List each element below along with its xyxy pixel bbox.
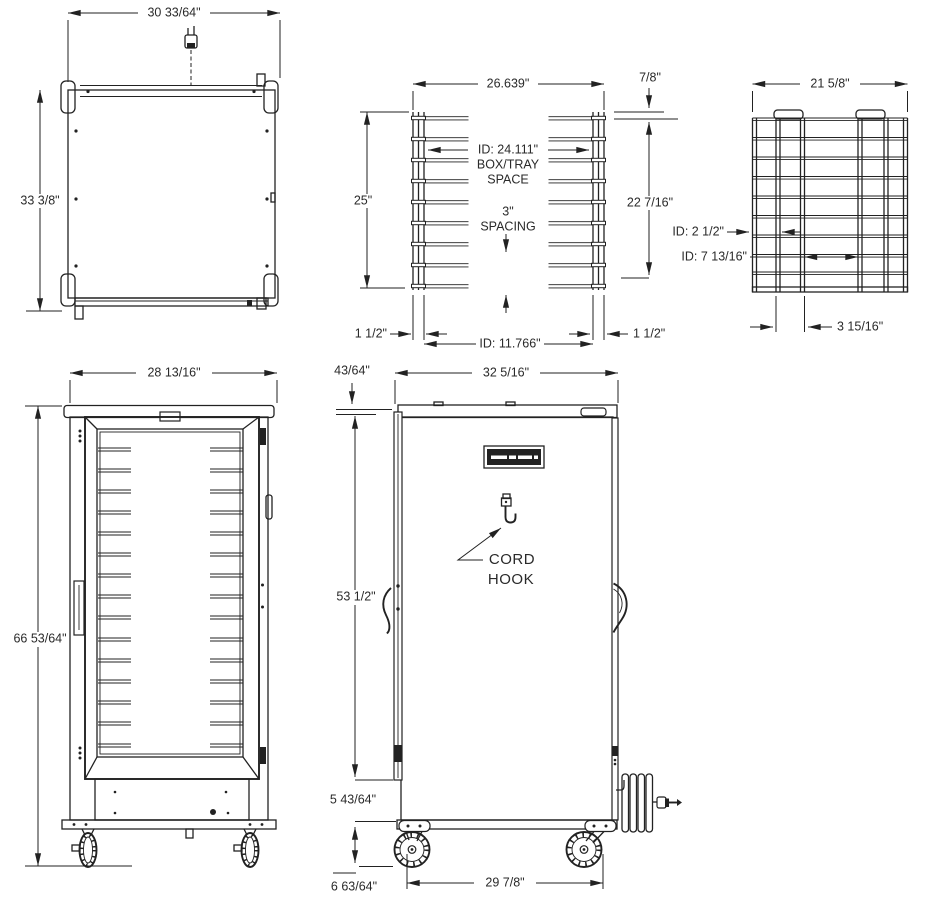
callout-cord-hook	[458, 528, 535, 588]
dim-front-height	[11, 406, 132, 866]
caster-plate	[399, 821, 430, 832]
dim-depth-id	[424, 295, 604, 351]
dim-post-offset	[750, 296, 883, 333]
dim-label: 25"	[353, 193, 373, 208]
brand-label-badge	[484, 446, 544, 468]
cord-hook-icon	[502, 494, 516, 523]
dim-slot-id	[672, 224, 801, 238]
caster-plate	[585, 821, 616, 832]
dim-label: 43/64"	[334, 363, 370, 378]
dim-label: 5 43/64"	[329, 792, 377, 807]
dim-rackside-width	[753, 76, 908, 112]
dim-label: 26.639"	[486, 76, 530, 91]
dim-side-top-gap	[334, 363, 392, 414]
dim-front-width	[70, 365, 277, 403]
caster-side-left	[395, 832, 430, 868]
dim-label: 7/8"	[639, 70, 661, 85]
callout-spacing	[480, 204, 535, 313]
note-label: BOX/TRAY	[476, 157, 540, 172]
dim-clear-height	[621, 122, 676, 278]
dim-label: ID: 24.111"	[477, 142, 539, 157]
dim-label: 28 13/16"	[147, 365, 201, 380]
dim-caster-height	[331, 827, 393, 893]
dim-label: ID: 7 13/16"	[681, 249, 747, 264]
tray-rack-side-view	[672, 76, 907, 333]
dim-label: 66 53/64"	[13, 631, 67, 646]
door-edge-bar	[75, 298, 268, 306]
hinge-tab	[75, 306, 83, 319]
dim-label: ID: 11.766"	[479, 336, 541, 351]
cabinet-top-outline	[68, 90, 275, 298]
door-window	[97, 429, 243, 757]
base-panel	[95, 779, 249, 820]
note-label: SPACE	[487, 172, 529, 187]
dim-label: 32 5/16"	[482, 365, 530, 380]
tray-slides-left	[412, 116, 469, 288]
dim-label: 3 15/16"	[837, 319, 884, 334]
note-label: HOOK	[487, 570, 535, 588]
dim-top-width	[68, 5, 280, 82]
side-latch	[266, 495, 272, 519]
dim-label: ID: 2 1/2"	[672, 224, 724, 239]
interior-slides-right	[210, 448, 243, 747]
hinges-right	[260, 428, 266, 764]
dim-label: 3"	[502, 204, 514, 219]
dim-top-depth	[16, 90, 64, 311]
caster-front-right	[234, 829, 259, 867]
cabinet-front-view	[11, 365, 277, 867]
dim-label: 6 63/64"	[330, 879, 378, 894]
corner-bumper	[264, 81, 278, 113]
dim-rack-width	[413, 76, 604, 110]
dim-label: 33 3/8"	[20, 193, 60, 208]
note-label: CORD	[488, 550, 536, 568]
dim-label: 29 7/8"	[485, 875, 525, 890]
dim-base-gap	[330, 792, 396, 821]
tray-rack-front-view	[346, 70, 678, 351]
plug-icon	[657, 797, 666, 808]
cabinet-side-body	[401, 417, 613, 820]
dim-side-depth	[395, 365, 618, 404]
tray-slides-right	[549, 116, 606, 288]
dim-top-gap	[614, 70, 678, 119]
base-rail	[62, 820, 276, 829]
caster-front-left	[72, 829, 97, 867]
power-cord-coil	[616, 774, 682, 832]
power-plug-icon	[185, 26, 197, 86]
dim-label: 22 7/16"	[626, 195, 674, 210]
dim-opening-id	[681, 249, 858, 263]
dim-label: 1 1/2"	[354, 326, 387, 341]
top-vent-slot	[581, 408, 606, 416]
note-label: SPACING	[480, 219, 536, 234]
dim-label: 21 5/8"	[810, 76, 850, 91]
door-window-inner	[100, 432, 240, 754]
interior-slides-left	[98, 448, 131, 747]
top-view	[16, 5, 280, 319]
dim-offset-left	[355, 295, 447, 340]
dim-rack-height	[346, 112, 409, 288]
dim-label: 30 33/64"	[147, 5, 201, 20]
drain-tab	[186, 829, 193, 838]
caster-side-right	[567, 832, 605, 868]
cabinet-side-view	[330, 363, 682, 893]
dim-label: 1 1/2"	[633, 326, 666, 341]
dim-offset-right	[569, 326, 665, 340]
dim-label: 53 1/2"	[336, 589, 376, 604]
rack-posts	[753, 118, 908, 292]
